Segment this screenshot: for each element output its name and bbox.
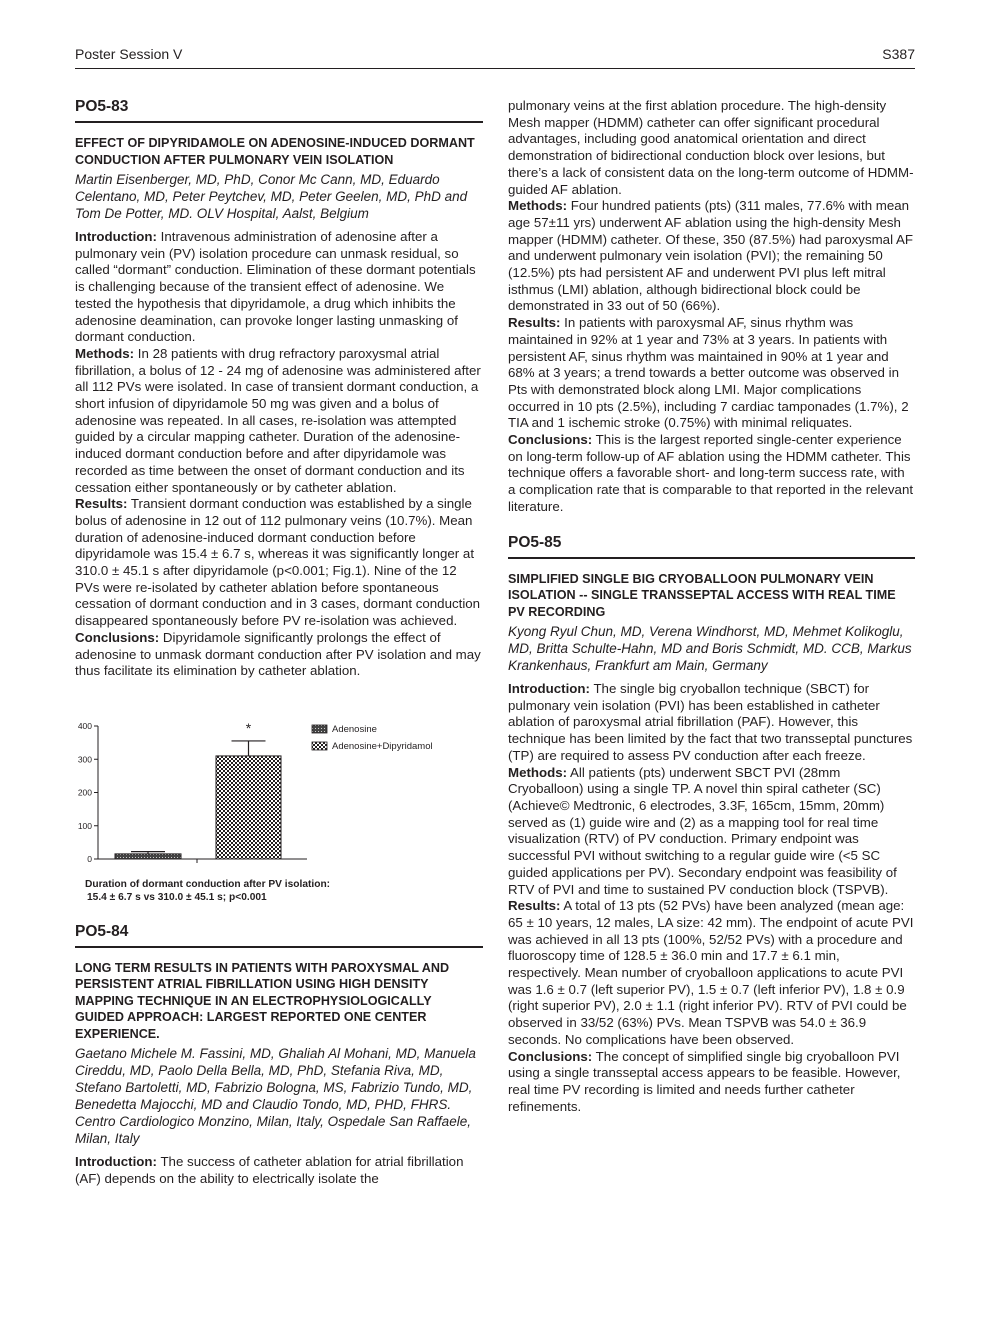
abstract-code: PO5-84 (75, 923, 483, 948)
abstract-po5-85 (508, 534, 915, 1116)
conclusions-text: This is the largest reported single-center experience on long-term follow-up of AF ablation using the HDMM catheter. This technique offers a favorable short- and long-term success rate, with a complication rate that is comparable to that reported in the relevant literature. (508, 432, 914, 514)
intro-text: The single big cryoballon technique (SBCT) for pulmonary vein isolation (PVI) has been established in catheter ablation of paroxysmal atrial fibrillation (PAF). However, this technique has been limited by the fact that two transseptal punctures (TP) are required to assess PV conduction after each freeze. (508, 681, 913, 763)
intro-text: Intravenous administration of adenosine after a pulmonary vein (PV) isolation procedure can unmask residual, so called “dormant” conduction. Elimination of these dormant potentials is challenging because of the transient effect of adenosine. We tested the hypothesis that dipyridamole, a drug which inhibits the adenosine deamination, can provoke longer lasting unmasking of dormant conduction. (75, 229, 476, 345)
y-tick-label: 400 (77, 720, 92, 731)
abstract-body (75, 1154, 483, 1187)
y-tick-label: 300 (77, 754, 92, 765)
abstract-po5-83 (75, 98, 483, 913)
conclusions-label: Conclusions: (508, 1048, 593, 1064)
abstract-code: PO5-83 (75, 98, 483, 123)
abstract-po5-84-continued (508, 98, 915, 516)
figure-1 (75, 698, 455, 913)
page-number: S387 (882, 46, 915, 62)
left-column (75, 98, 483, 1188)
abstract-body (508, 681, 915, 1115)
session-title: Poster Session V (75, 46, 183, 62)
intro-label: Introduction: (75, 229, 157, 244)
page-header (75, 46, 915, 69)
significance-marker: * (245, 719, 252, 736)
legend-label: Adenosine+Dipyridamol (332, 740, 433, 752)
methods-label: Methods: (75, 345, 135, 361)
abstract-code: PO5-85 (508, 534, 915, 559)
intro-text: The success of catheter ablation for atrial fibrillation (AF) depends on the ability to electrically isolate the (75, 1154, 464, 1187)
figure-caption (85, 878, 330, 904)
results-text: Transient dormant conduction was established by a single bolus of adenosine in 12 out of 112 pulmonary veins (10.7%). Mean duration of adenosine-induced dormant conduction before dipyridamole was 15.4 ± 6.7 s, whereas it was significantly longer at 310.0 ± 45.1 s after dipyridamole (p<0.001; Fig.1). Nine of the 12 PVs were re-isolated by catheter ablation before spontaneous cessation of dormant conduction and in 3 cases, dormant conduction disappeared spontaneously before PV re-isolation was achieved. (75, 496, 481, 629)
legend-label: Adenosine (332, 723, 377, 735)
results-label: Results: (75, 496, 128, 512)
bar-adenosine-dipyridamol (216, 756, 281, 859)
methods-label: Methods: (508, 764, 568, 780)
legend-swatch (312, 725, 327, 733)
bar-adenosine (115, 854, 181, 859)
abstract-po5-84 (75, 923, 483, 1188)
right-column (508, 98, 915, 1115)
intro-label: Introduction: (75, 1154, 157, 1170)
caption-line-2: 15.4 ± 6.7 s vs 310.0 ± 45.1 s; p<0.001 (87, 891, 267, 903)
y-tick-label: 100 (77, 820, 92, 831)
caption-line-1: Duration of dormant conduction after PV isolation: (85, 878, 331, 890)
y-tick-label: 200 (77, 787, 92, 798)
methods-text: All patients (pts) underwent SBCT PVI (28mm Cryoballoon) using a single TP. A novel thin spiral catheter (SC) (Achieve© Medtronic, 6 electrodes, 3.3F, 165cm, 15mm, 20mm) served as (1) guide wire and (2) as a mapping tool for real time visualization (RTV) of PV conduction. Primary endpoint was successful PVI without switching to a regular guide wire (<5 SC guided applications per PV). Secondary endpoint was feasibility of RTV of PVI and time to sustained PV conduction block (TSPVB). (508, 764, 897, 897)
results-text: In patients with paroxysmal AF, sinus rhythm was maintained in 92% at 1 year and 73% at 3 years. In patients with persistent AF, sinus rhythm was maintained in 90% at 1 year and 68% at 3 years; a trend towards a better outcome was observed in Pts with demonstrated block along LMI. Major complications occurred in 10 pts (2.5%), including 7 cardiac tamponades (1.7%), 2 TIA and 1 ischemic stroke (0.75%) with minimal reliquates. (508, 315, 909, 431)
abstract-title: LONG TERM RESULTS IN PATIENTS WITH PAROXYSMAL AND PERSISTENT ATRIAL FIBRILLATION USING HIGH DENSITY MAPPING TECHNIQUE IN AN ELECTROPHYSIOLOGICALLY GUIDED APPROACH: LARGEST REPORTED ONE CENTER EXPERIENCE. (75, 960, 450, 1041)
abstract-body (508, 98, 915, 516)
abstract-body (75, 229, 483, 680)
conclusions-label: Conclusions: (508, 432, 593, 448)
intro-label: Introduction: (508, 681, 590, 697)
methods-text: Four hundred patients (pts) (311 males, 77.6% with mean age 57±11 yrs) underwent AF ablation using the high-density Mesh mapper (HDMM) catheter. Of these, 350 (87.5%) had paroxysmal AF and underwent pulmonary vein isolation (PVI); the remaining 50 (12.5%) pts had persistent AF and underwent PVI plus left mitral isthmus (LMI) ablation, although bidirectional block could be demonstrated in 33 out of 50 (66%). (508, 198, 913, 314)
abstract-authors: Martin Eisenberger, MD, PhD, Conor Mc Cann, MD, Eduardo Celentano, MD, Peter Peytchev, MD, Peter Geelen, MD, PhD and Tom De Potter, MD. OLV Hospital, Aalst, Belgium (75, 172, 468, 221)
bar-chart (75, 698, 455, 878)
abstract-title: EFFECT OF DIPYRIDAMOLE ON ADENOSINE-INDUCED DORMANT CONDUCTION AFTER PULMONARY VEIN ISOLATION (75, 136, 475, 167)
legend-swatch (312, 742, 327, 750)
y-tick-label: 0 (87, 853, 92, 864)
results-label: Results: (508, 898, 561, 914)
conclusions-text: Dipyridamole significantly prolongs the effect of adenosine to unmask dormant conduction after PV isolation and may thus facilitate its elimination by catheter ablation. (75, 629, 481, 679)
results-text: A total of 13 pts (52 PVs) have been analyzed (mean age: 65 ± 10 years, 12 males, LA size: 42 mm). The endpoint of acute PVI was achieved in all 13 pts (100%, 52/52 PVs) with a procedure and fluoroscopy time of 128.5 ± 36.0 min and 17.7 ± 6.1 min, respectively. Mean number of cryoballoon applications to acute PVI was 1.6 ± 0.7 (left superior PV), 1.5 ± 0.7 (left inferior PV), 1.8 ± 0.9 (right superior PV), 2.0 ± 1.1 (right inferior PV). RTV of PVI could be observed in 33/52 (63%) PVs. Mean TSPVB was 54.0 ± 36.9 seconds. No complications have been observed. (508, 898, 914, 1047)
abstract-title: SIMPLIFIED SINGLE BIG CRYOBALLOON PULMONARY VEIN ISOLATION -- SINGLE TRANSSEPTAL ACCESS WITH REAL TIME PV RECORDING (508, 571, 896, 619)
abstract-authors: Gaetano Michele M. Fassini, MD, Ghaliah Al Mohani, MD, Manuela Cireddu, MD, Paolo Della Bella, MD, PhD, Stefania Riva, MD, Stefano Bartoletti, MD, Fabrizio Bologna, MS, Fabrizio Tundo, MD, Benedetta Majocchi, MD and Claudio Tondo, MD, PHD, FHRS. Centro Cardiologico Monzino, Milan, Italy, Ospedale San Raffaele, Milan, Italy (75, 1046, 476, 1147)
results-label: Results: (508, 315, 561, 331)
methods-label: Methods: (508, 198, 568, 214)
conclusions-text: The concept of simplified single big cryoballoon PVI using a single transseptal access appears to be feasible. However, real time PV recording is limited and needs further catheter refinements. (508, 1048, 901, 1114)
conclusions-label: Conclusions: (75, 629, 160, 645)
methods-text: In 28 patients with drug refractory paroxysmal atrial fibrillation, a bolus of 12 - 24 mg of adenosine was administered after all 112 PVs were isolated. In case of transient dormant conduction, a short infusion of dipyridamole 50 mg was given and a bolus of adenosine was repeated. In all cases, re-isolation was attempted guided by a circular mapping catheter. Duration of the adenosine-induced dormant conduction before and after dipyridamole was recorded as time between the onset of dormant conduction and its cessation either spontaneously or by catheter ablation. (75, 345, 481, 495)
abstract-authors: Kyong Ryul Chun, MD, Verena Windhorst, MD, Mehmet Kolikoglu, MD, Britta Schulte-Hahn, MD and Boris Schmidt, MD. CCB, Markus Krankenhaus, Frankfurt am Main, Germany (508, 624, 912, 674)
intro-text-continued: pulmonary veins at the first ablation procedure. The high-density Mesh mapper (HDMM) catheter can offer significant procedural advantages, including good anatomical orientation and direct demonstration of bidirectional conduction block over lesions, but there’s a lack of consistent data on the long-term outcome of HDMM-guided AF ablation. (508, 98, 914, 197)
